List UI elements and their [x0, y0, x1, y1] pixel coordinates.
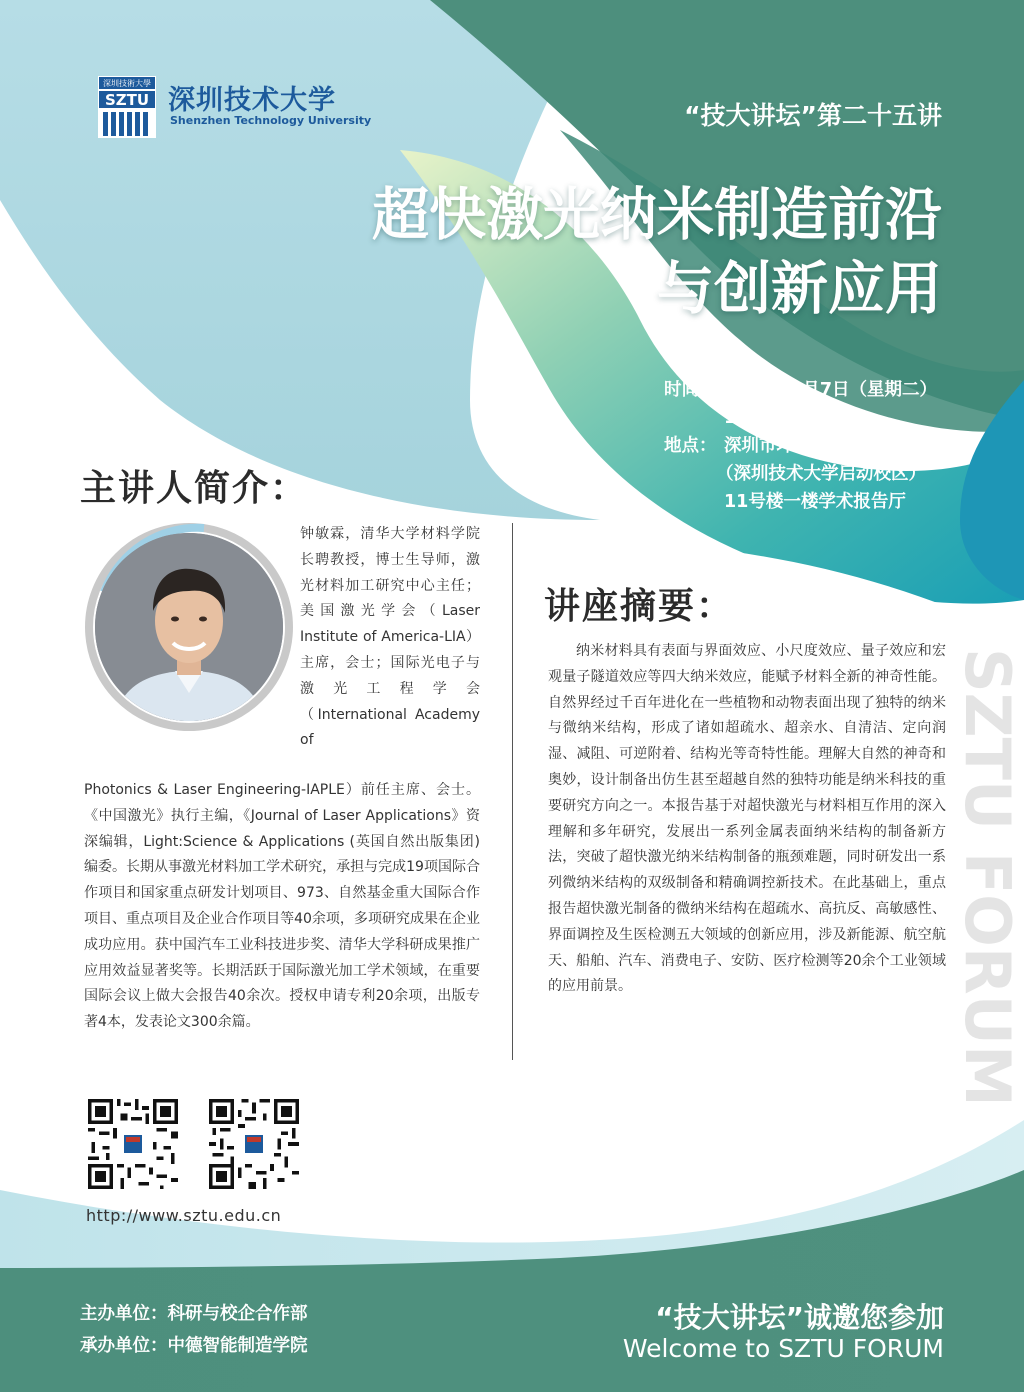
welcome-text: Welcome to SZTU FORUM: [622, 1334, 944, 1363]
sztu-logo-icon: [98, 76, 156, 138]
place-row: [664, 432, 937, 460]
logo-name-cn: 深圳技术大学: [168, 85, 336, 116]
qr-code-icon[interactable]: [88, 1099, 178, 1189]
campus-row: [664, 460, 937, 488]
speaker-heading: 主讲人简介：: [80, 468, 309, 509]
organizer: 承办单位：中德智能制造学院: [80, 1336, 308, 1356]
event-info: [664, 376, 937, 516]
speaker-portrait: [95, 533, 283, 721]
event-room: 11号楼一楼学术报告厅: [724, 492, 906, 512]
lecture-series: “技大讲坛”第二十五讲: [684, 101, 942, 130]
speaker-bio: Photonics & Laser Engineering-IAPLE）前任主席、会士。《中国激光》执行主编，《Journal of Laser Applications》资深编辑，Light:Science & Applications (英国自然出版集团)编委。长期从事激光材料加工学术研究，承担与完成19项国际合作项目和国家重点研发计划项目、973、自然基金重大国际合作项目、重点项目及企业合作项目等40余项，多项研究成果在企业成功应用。获中国汽车工业科技进步奖、清华大学科研成果推广应用效益显著奖等。长期活跃于国际激光加工学术领域，在重要国际会议上做大会报告40余次。授权申请专利20余项，出版专著4本，发表论文300余篇。: [84, 782, 480, 1031]
speaker-photo: [95, 533, 283, 721]
room-row: [664, 488, 937, 516]
qr-code-icon[interactable]: [209, 1099, 299, 1189]
time-label: 时间：: [664, 380, 717, 400]
page-title: [372, 178, 942, 326]
website-link[interactable]: http://www.sztu.edu.cn: [86, 1206, 282, 1225]
university-logo[interactable]: [98, 70, 372, 140]
speaker-bio-intro: 钟敏霖，清华大学材料学院长聘教授，博士生导师，激光材料加工研究中心主任；美国激光学会（Laser Institute of America-LIA）主席，会士；国际光电子与激光工程学会（International Academy of: [300, 526, 480, 749]
host-organization: 主办单位：科研与校企合作部: [80, 1304, 308, 1324]
logo-badge-top: 深圳技術大學: [103, 79, 151, 88]
sztu-forum-watermark: [930, 640, 1024, 1160]
watermark-text: SZTU FORUM: [951, 648, 1024, 1107]
event-address: 深圳市坪山区创景路13号: [724, 436, 924, 456]
event-date: 2019年5月7日（星期二）: [724, 380, 938, 400]
time-row: [664, 376, 937, 404]
logo-name-en: Shenzhen Technology University: [170, 114, 372, 127]
column-divider: [512, 523, 513, 1060]
place-label: 地点：: [664, 436, 717, 456]
abstract-heading: 讲座摘要：: [544, 586, 735, 627]
abstract-text: 纳米材料具有表面与界面效应、小尺度效应、量子效应和宏观量子隧道效应等四大纳米效应，能赋予材料全新的神奇性能。自然界经过千百年进化在一些植物和动物表面出现了独特的纳米与微纳米结构，形成了诸如超疏水、超亲水、自清洁、定向润湿、减阻、可逆附着、结构光等奇特性能。理解大自然的神奇和奥妙，设计制备出仿生甚至超越自然的独特功能是纳米科技的重要研究方向之一。本报告基于对超快激光与材料相互作用的深入理解和多年研究，发展出一系列金属表面纳米结构的制备新方法，突破了超快激光纳米结构制备的瓶颈难题，同时研发出一系列微纳米结构的双级制备和精确调控新技术。在此基础上，重点报告超快激光制备的微纳米结构在超疏水、高抗反、高敏感性、界面调控及生医检测五大领域的创新应用，涉及新能源、航空航天、船舶、汽车、消费电子、安防、医疗检测等20余个工业领域的应用前景。: [548, 643, 946, 995]
event-hours: 15:00-17:10: [724, 408, 843, 428]
event-campus: （深圳技术大学启动校区）: [716, 464, 926, 484]
title-line-1: 超快激光纳米制造前沿: [372, 182, 942, 248]
logo-badge-abbr: SZTU: [104, 91, 150, 109]
invitation: “技大讲坛”诚邀您参加: [655, 1301, 944, 1334]
title-line-2: 与创新应用: [657, 256, 942, 322]
hours-row: [664, 404, 937, 432]
